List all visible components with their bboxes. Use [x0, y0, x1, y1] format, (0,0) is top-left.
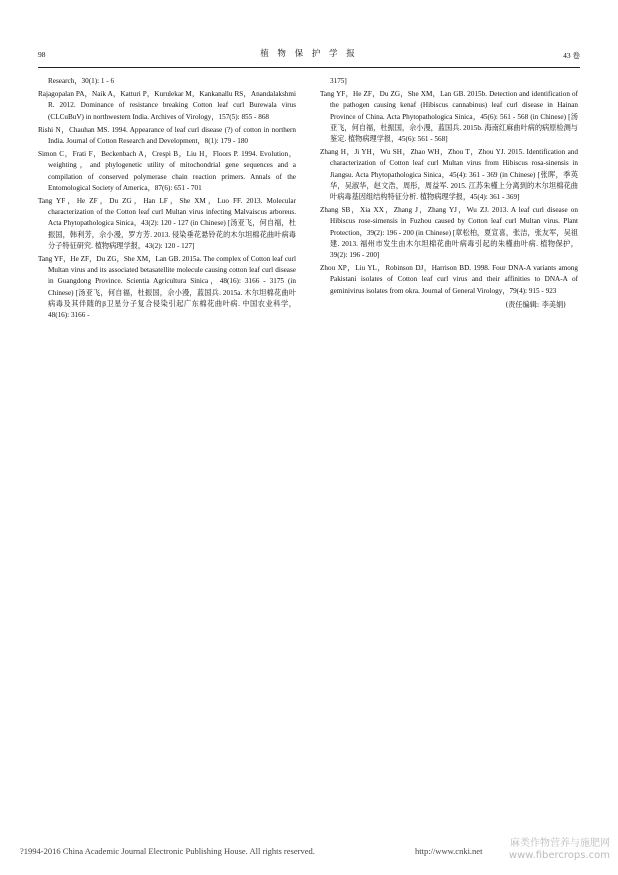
page-number: 98 — [38, 50, 46, 59]
site-watermark — [509, 838, 610, 862]
volume-label: 43 卷 — [563, 51, 580, 60]
page-header — [38, 50, 580, 66]
watermark-line-2: www.fibercrops.com — [508, 850, 610, 861]
reference-item: Tang YF，He ZF，Du ZG，She XM，Lan GB. 2015b. Detection and identification of the pathogen causing kenaf (Hibiscus cannabinus) leaf curl disease in Hainan Province of China. Acta Phytopathologica Sinica，45(6): 561 - 568 (in Chinese) [汤亚飞，何自福，杜振国，佘小漫，蓝国兵. 2015b. 海南红麻曲叶病的病原检测与鉴定. 植物病理学报，45(6): 561 - 568] — [320, 90, 578, 144]
reference-item: Tang YF，He ZF，Du ZG，She XM，Lan GB. 2015a. The complex of Cotton leaf curl Multan virus and its associated betasatellite molecule causing cotton leaf curl disease in Guangdong Province. Scientia Agricultura Sinica，48(16): 3166 - 3175 (in Chinese) [汤亚飞，何自福，杜振国，佘小漫，蓝国兵. 2015a. 木尔坦棉花曲叶病毒及其伴随的β卫星分子复合侵染引起广东棉花曲叶病. 中国农业科学，48(16): 3166 - — [38, 255, 296, 320]
reference-item: Tang YF，He ZF，Du ZG，Han LF，She XM，Luo FF. 2013. Molecular characterization of the Cotton leaf curl Multan virus infecting Malvaiscus arboreus. Acta Phytopathologica Sinica，43(2): 120 - 127 (in Chinese) [汤亚飞，何自福，杜振国，韩利芳，佘小漫，罗方芳. 2013. 侵染垂花悬铃花的木尔坦棉花曲叶病毒分子特征研究. 植物病理学报，43(2): 120 - 127] — [38, 197, 296, 250]
reference-item: Zhang H，Ji YH，Wu SH，Zhao WH，Zhou T，Zhou YJ. 2015. Identification and characterization of Cotton leaf curl Multan virus from Hibiscus rosa-sinensis in Jiangsu. Acta Phytopathologica Sinica，45(4): 361 - 369 (in Chinese) [张晖，季英华，吴淑华，赵文浩，周彤，周益军. 2015. 江苏朱槿上分离到的木尔坦棉花曲叶病毒基因组结构特征分析. 植物病理学报，45(4): 361 - 369] — [320, 148, 578, 202]
journal-title: 植 物 保 护 学 报 — [260, 49, 358, 59]
header-rule — [38, 67, 580, 68]
copyright-notice: ?1994-2016 China Academic Journal Electronic Publishing House. All rights reserved. — [20, 846, 315, 856]
reference-item: Simon C，Frati F，Beckenbach A，Crespi B，Liu H，Floors P. 1994. Evolution，weighting，and phylogenetic utility of mitochondrial gene sequences and a compilation of conserved polymerase chain reaction primers. Annals of the Entomological Society of America，87(6): 651 - 701 — [38, 150, 296, 192]
editor-note: (责任编辑: 李美娟) — [505, 299, 566, 309]
reference-item: Research，30(1): 1 - 6 — [48, 77, 115, 85]
reference-item: Rajagopalan PA，Naik A，Katturi P，Kurulekar M，Kankanallu RS，Anandalakshmi R. 2012. Dominance of resistance breaking Cotton leaf curl Burewala virus (CLCuBuV) in northwestern India. Archives of Virology，157(5): 855 - 868 — [38, 90, 296, 121]
reference-item: Rishi N，Chauhan MS. 1994. Appearance of leaf curl disease (?) of cotton in northern India. Journal of Cotton Research and Development，8(1): 179 - 180 — [38, 125, 296, 146]
publisher-link[interactable]: http://www.cnki.net — [415, 846, 483, 856]
references-left-column — [38, 76, 296, 323]
reference-item: Zhou XP，Liu YL，Robinson DJ，Harrison BD. 1998. Four DNA-A variants among Pakistani isolates of Cotton leaf curl virus and their affinities to DNA-A of geminivirus isolates from okra. Journal of General Virology，79(4): 915 - 923 — [320, 264, 578, 295]
references-right-column — [320, 76, 578, 310]
reference-item: 3175] — [330, 77, 347, 85]
watermark-line-1: 麻类作物营养与施肥网 — [510, 838, 610, 849]
reference-item: Zhang SB，Xia XX，Zhang J，Zhang YJ，Wu ZJ. 2013. A leaf curl disease on Hibiscus rose-simensis in Fuzhou caused by Cotton leaf curl Multan virus. Plant Protection，39(2): 196 - 200 (in Chinese) [章松柏，夏宣喜，张洁，张友军，吴祖建. 2013. 福州市发生由木尔坦棉花曲叶病毒引起的朱槿曲叶病. 植物保护，39(2): 196 - 200] — [320, 206, 578, 260]
